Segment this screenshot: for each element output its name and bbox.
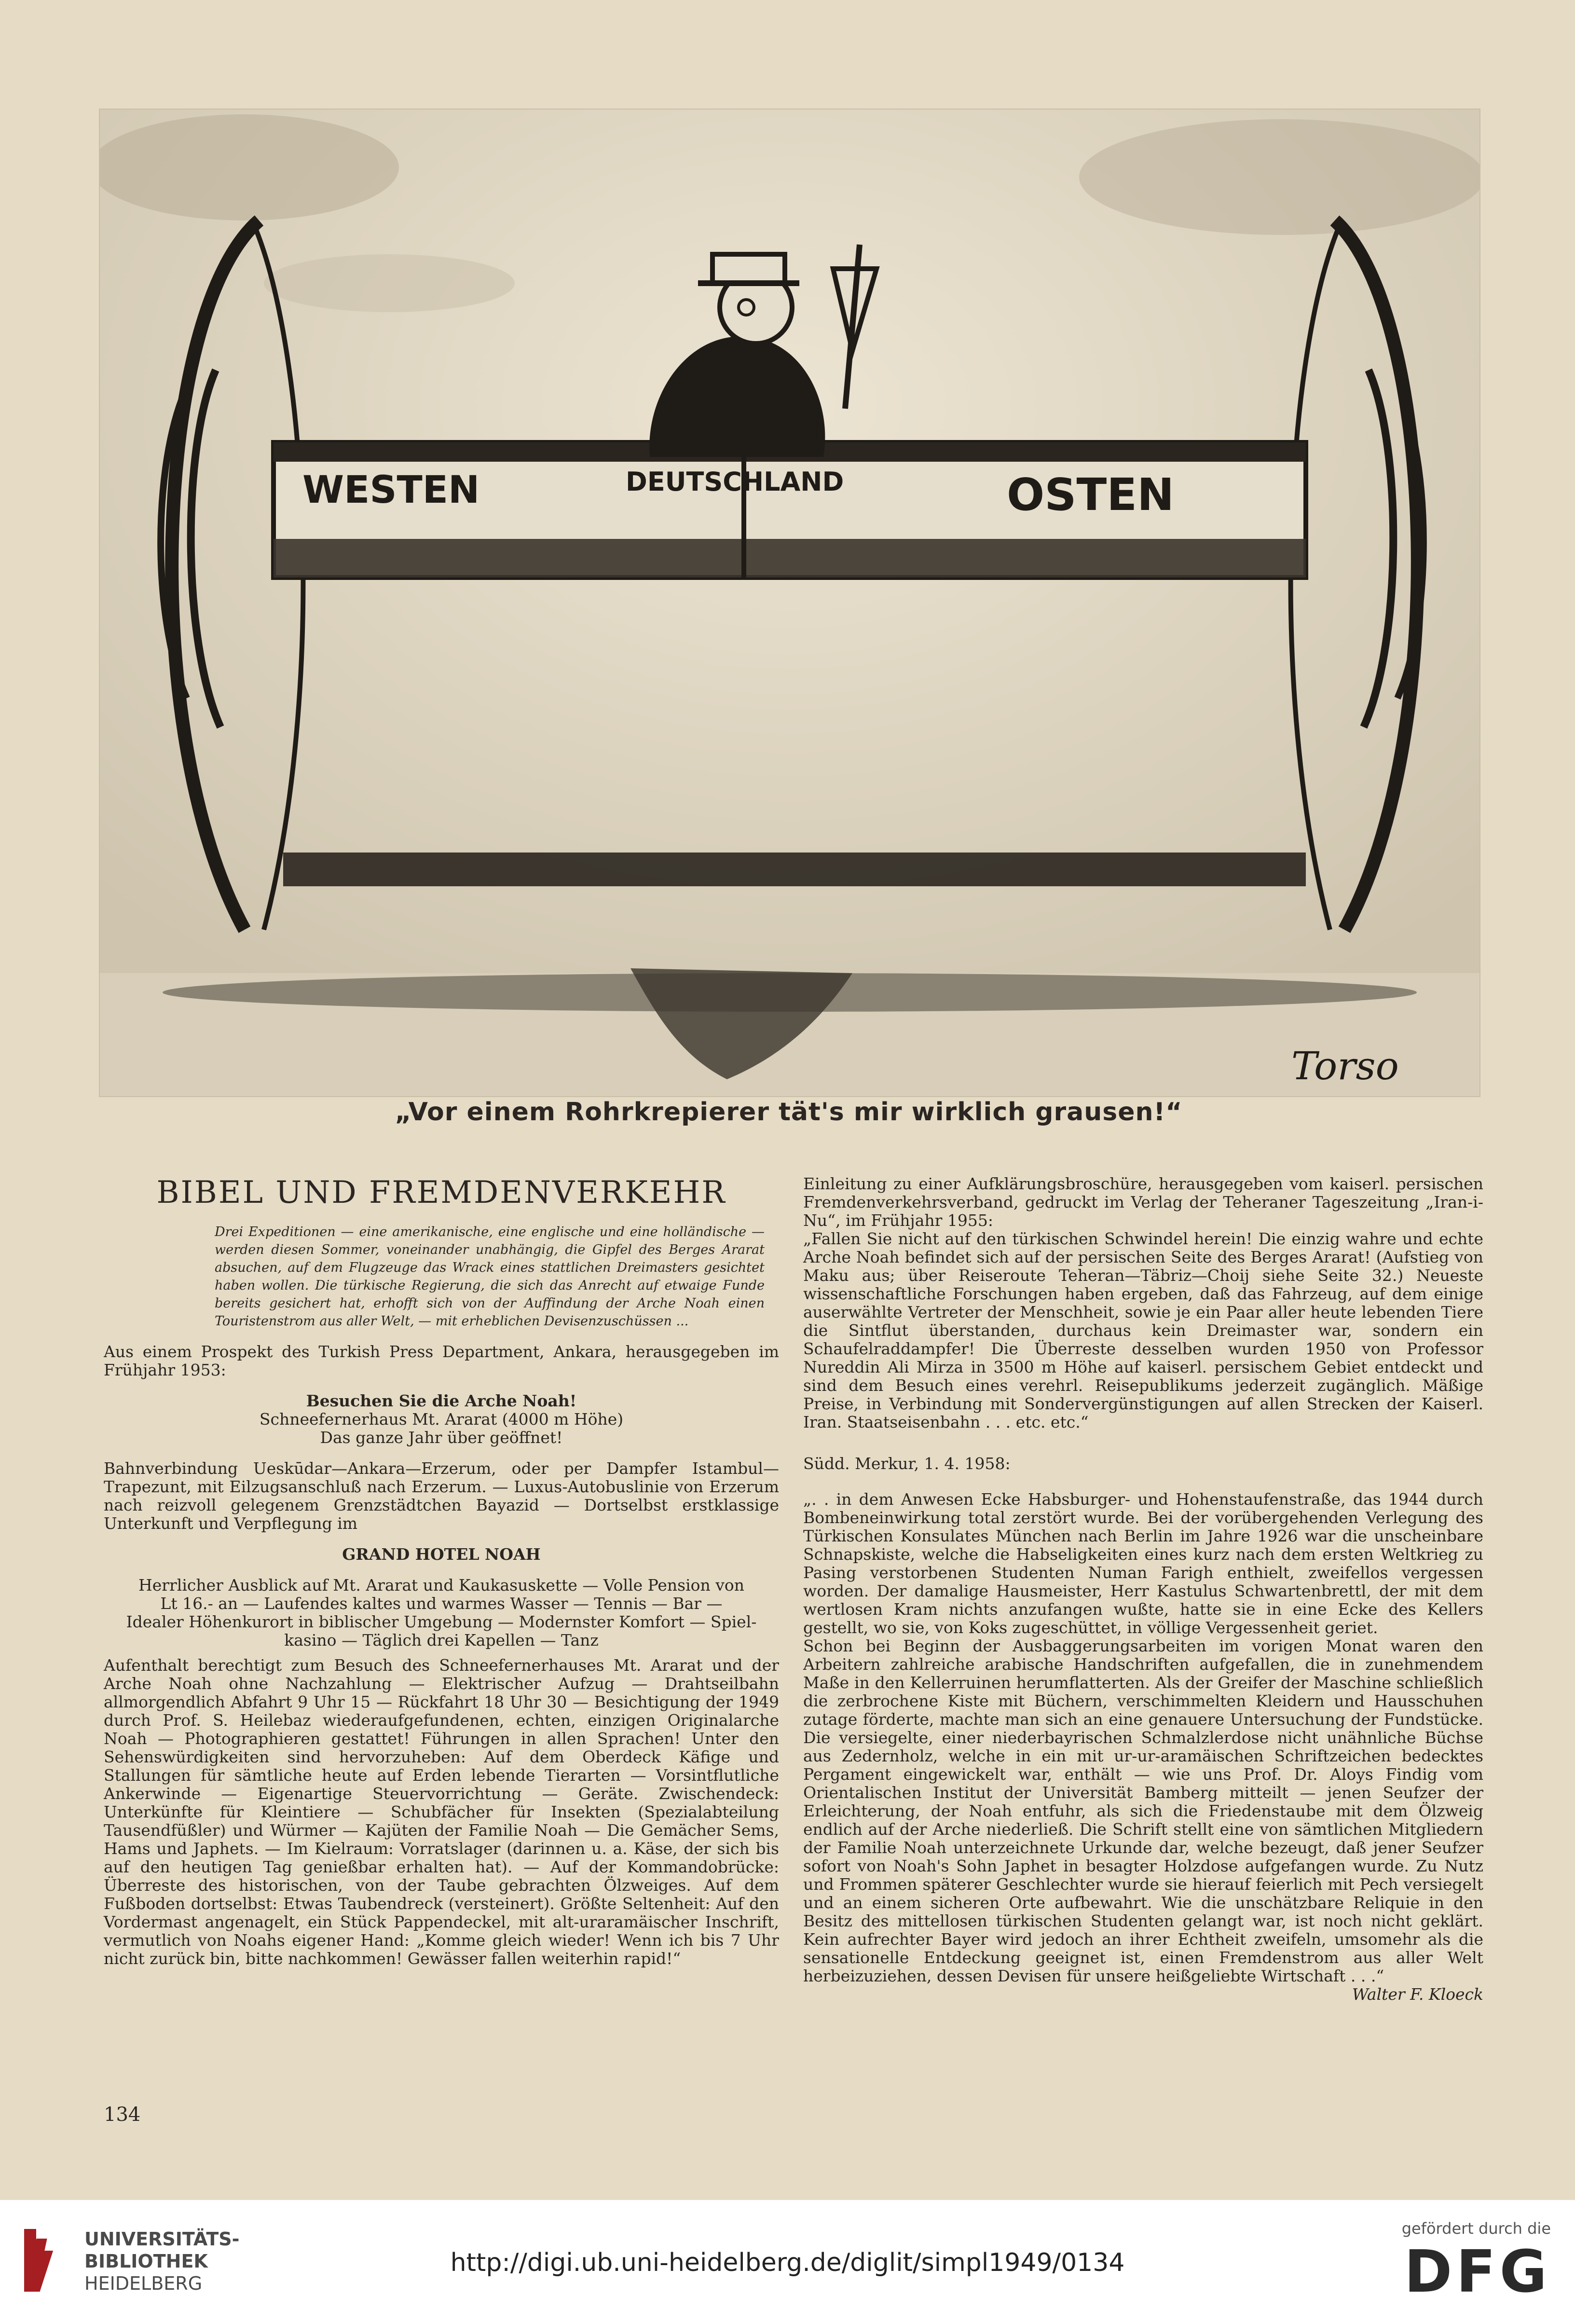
news-paragraph-1: „. . in dem Anwesen Ecke Habsburger- und Hohenstaufenstraße, das 1944 durch Bombeneinwirkung total zerstört wurde. Bei der vorübergehenden Verlegung des Türkischen Konsulates München nach Berlin im Jahre 1926 war die unscheinbare Schnapskiste, welche die Habseligkeiten eines kurz nach dem ersten Weltkrieg zu Pasing verstorbenen Studenten Numan Farigh enthielt, zweifellos vergessen worden. Der damalige Hausmeister, Herr Kastulus Schwartenbrettl, der mit dem wertlosen Kram nichts anzufangen wußte, hatte sie in eine Ecke des Kellers gestellt, wo sie, von Koks zugeschüttet, in völlige Vergessenheit geriet. (803, 1490, 1483, 1637)
hotel-heading: GRAND HOTEL NOAH (342, 1545, 541, 1564)
uni-line-2: BIBLIOTHEK (84, 2251, 208, 2272)
label-east: OSTEN (1007, 469, 1175, 521)
cartoon-caption: „Vor einem Rohrkrepierer tät's mir wirklich grausen!“ (395, 1098, 1183, 1127)
source-turkish-prospect: Aus einem Prospekt des Turkish Press Department, Ankara, herausgegeben im Frühjahr 1953: (104, 1342, 779, 1379)
label-germany: DEUTSCHLAND (626, 467, 844, 497)
hotel-line-1: Herrlicher Ausblick auf Mt. Ararat und Kaukasuskette — Volle Pension von (138, 1576, 745, 1595)
hotel-line-4: kasino — Täglich drei Kapellen — Tanz (284, 1631, 599, 1650)
label-west: WESTEN (302, 468, 480, 512)
uni-line-3: HEIDELBERG (84, 2273, 203, 2294)
digitization-footer (0, 2200, 1575, 2324)
source-sueddeutscher-merkur: Südd. Merkur, 1. 4. 1958: (803, 1454, 1011, 1473)
ad-heading: Besuchen Sie die Arche Noah! (306, 1391, 577, 1410)
dfg-logo: DFG (1404, 2239, 1551, 2306)
article-author: Walter F. Kloeck (1352, 1985, 1483, 2004)
cartoon-drawing (100, 110, 1479, 1096)
ad-line-2: Das ganze Jahr über geöffnet! (320, 1428, 563, 1447)
visit-paragraph: Aufenthalt berechtigt zum Besuch des Schneefernerhauses Mt. Ararat und der Arche Noah ohne Nachzahlung — Elektrischer Aufzug — Drahtseilbahn allmorgendlich Abfahrt 9 Uhr 15 — Rückfahrt 18 Uhr 30 — Besichtigung der 1949 durch Prof. S. Heilebaz wiederaufgefundenen, echten, einzigen Originalarche Noah — Photographieren gestattet! Führungen in allen Sprachen! Unter den Sehenswürdigkeiten sind hervorzuheben: Auf dem Oberdeck Käfige und Stallungen für sämtliche heute auf Erden lebende Tierarten — Vorsintflutliche Ankerwinde — Eigenartige Steuervorrichtung — Geräte. Zwischendeck: Unterkünfte für Kleintiere — Schubfächer für Insekten (Spezialabteilung Tausendfüßler) und Würmer — Kajüten der Familie Noah — Die Gemächer Sems, Hams und Japhets. — Im Kielraum: Vorratslager (darinnen u. a. Käse, der sich bis auf den heutigen Tag genießbar erhalten hat). — Auf der Kommandobrücke: Überreste des historischen, von der Taube gebrachten Ölzweiges. Auf dem Fußboden dortselbst: Etwas Taubendreck (versteinert). Größte Seltenheit: Auf den Vordermast angenagelt, ein Stück Pappendeckel, mit alt-uraramäischer Inschrift, vermutlich von Noahs eigener Hand: „Komme gleich wieder! Wenn ich bis 7 Uhr nicht zurück bin, bitte nachkommen! Gewässer fallen weiterhin rapid!“ (104, 1656, 779, 1968)
funded-by-label: gefördert durch die (1401, 2219, 1551, 2238)
ad-line-1: Schneefernerhaus Mt. Ararat (4000 m Höhe) (259, 1410, 624, 1429)
article-title: BIBEL UND FREMDENVERKEHR (156, 1175, 726, 1210)
hotel-line-2: Lt 16.- an — Laufendes kaltes und warmes Wasser — Tennis — Bar — (160, 1594, 723, 1613)
article-right-column (803, 1175, 1483, 2004)
source-persian-brochure: Einleitung zu einer Aufklärungsbroschüre, herausgegeben vom kaiserl. persischen Fremdenverkehrsverband, gedruckt im Verlag der Teheraner Tageszeitung „Iran-i-Nu“, im Frühjahr 1955: (803, 1174, 1483, 1230)
news-paragraph-2: Schon bei Beginn der Ausbaggerungsarbeiten im vorigen Monat waren den Arbeitern zahlreiche arabische Handschriften aufgefallen, die in zunehmendem Maße in den Kellerruinen herumflatterten. Als der Greifer der Maschine schließlich die zerbrochene Kiste mit Büchern, verschimmelten Kleidern und Hausschuhen zutage förderte, machte man sich an eine genauere Untersuchung der Fundstücke. Die versiegelte, einer niederbayrischen Schmalzlerdose nicht unähnliche Büchse aus Zedernholz, welche in ein mit ur-ur-aramäischen Schriftzeichen bedecktes Pergament eingewickelt war, enthält — wie uns Prof. Dr. Aloys Findig vom Orientalischen Institut der Universität Bamberg mitteilt — jenen Seufzer der Erleichterung, der Noah entfuhr, als sich die Friedenstaube mit dem Ölzweig endlich auf der Arche niederließ. Die Schrift stellt eine von sämtlichen Mitgliedern der Familie Noah unterzeichnete Urkunde dar, welche bezeugt, daß jener Seufzer sofort von Noah's Sohn Japhet in besagter Holzdose aufgefangen wurde. Zu Nutz und Frommen späterer Geschlechter wurde sie hierauf feierlich mit Pech versiegelt und an einem sicheren Orte aufbewahrt. Wie die unschätzbare Reliquie in den Besitz des mittellosen türkischen Studenten gelangt war, ist noch nicht geklärt. Kein aufrechter Bayer wird jedoch an ihrer Echtheit zweifeln, umsomehr als die sensationelle Entdeckung geeignet ist, einen Fremdenstrom aus aller Welt herbeizuziehen, dessen Devisen für unsere heißgeliebte Wirtschaft . . .“ (803, 1636, 1483, 1985)
permalink-url[interactable]: http://digi.ub.uni-heidelberg.de/diglit/simpl1949/0134 (450, 2248, 1125, 2277)
article-left-column (104, 1175, 779, 1968)
uni-line-1: UNIVERSITÄTS- (84, 2228, 240, 2250)
artist-signature: Torso (1291, 1044, 1399, 1088)
transport-paragraph: Bahnverbindung Ueskūdar—Ankara—Erzerum, oder per Dampfer Istambul—Trapezunt, mit Eilzugsanschluß nach Erzerum. — Luxus-Autobuslinie von Erzerum nach reizvoll gelegenem Grenzstädtchen Bayazid — Dortselbst erstklassige Unterkunft und Verpflegung im (104, 1459, 779, 1533)
persian-paragraph: „Fallen Sie nicht auf den türkischen Schwindel herein! Die einzig wahre und echte Arche Noah befindet sich auf der persischen Seite des Berges Ararat! (Aufstieg von Maku aus; über Reiseroute Teheran—Täbriz—Choij siehe Seite 32.) Neueste wissenschaftliche Forschungen haben ergeben, daß das Fahrzeug, auf dem einige auserwählte Vertreter der Menschheit, sowie je ein Paar aller heute lebenden Tiere die Sintflut überstanden, durchaus kein Dreimaster war, sondern ein Schaufelraddampfer! Die Überreste desselben wurden 1950 von Professor Nureddin Ali Mirza in 3500 m Höhe auf kaiserl. persischem Gebiet entdeckt und sind dem Besuch eines verehrl. Reisepublikums jederzeit zugänglich. Mäßige Preise, in Verbindung mit Sondervergünstigungen auf allen Strecken der Kaiserl. Iran. Staatseisenbahn . . . etc. etc.“ (803, 1229, 1483, 1431)
hotel-line-3: Idealer Höhenkurort in biblischer Umgebung — Modernster Komfort — Spiel- (126, 1612, 757, 1631)
cartoon-illustration (99, 109, 1480, 1097)
article-intro: Drei Expeditionen — eine amerikanische, eine englische und eine holländische — werden diesen Sommer, voneinander unabhängig, die Gipfel des Berges Ararat absuchen, auf dem Flugzeuge das Wrack eines stattlichen Dreimasters gesichtet haben wollen. Die türkische Regierung, die sich das Anrecht auf etwaige Funde bereits gesichert hat, erhofft sich von der Auffindung der Arche Noah einen Touristenstrom aus aller Welt, — mit erheblichen Devisenzuschüssen ... (215, 1224, 765, 1329)
page-number: 134 (104, 2104, 141, 2126)
